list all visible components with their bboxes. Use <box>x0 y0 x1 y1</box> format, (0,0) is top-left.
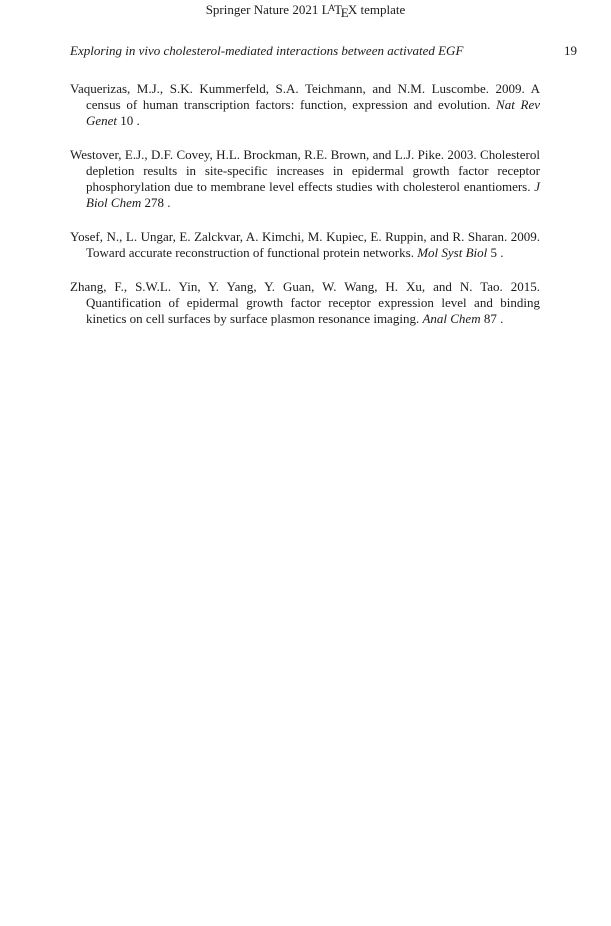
reference-entry <box>70 147 540 211</box>
reference-text: Yosef, N., L. Ungar, E. Zalckvar, A. Kimchi, M. Kupiec, E. Ruppin, and R. Sharan. 2009. Toward accurate reconstruction of functional protein networks. <box>70 229 540 260</box>
reference-text: Vaquerizas, M.J., S.K. Kummerfeld, S.A. Teichmann, and N.M. Luscombe. 2009. A census of human transcription factors: function, expression and evolution. <box>70 81 540 112</box>
reference-volume: 5 . <box>490 245 504 260</box>
header-text-pre: Springer Nature 2021 L <box>205 1 330 17</box>
references-list <box>70 81 540 345</box>
page-number: 19 <box>564 43 577 58</box>
journal-name: Nat Rev Genet <box>86 97 540 128</box>
reference-text: Westover, E.J., D.F. Covey, H.L. Brockman, R.E. Brown, and L.J. Pike. 2003. Cholesterol depletion results in site-specific increases in epidermal growth factor receptor phosphorylation due to membrane level effects studies with cholesterol enantiomers. <box>70 147 540 194</box>
reference-entry <box>70 229 540 261</box>
running-head-title: Exploring in vivo cholesterol-mediated interactions between activated EGF <box>70 43 464 58</box>
reference-entry <box>70 279 540 327</box>
latex-logo-e: E <box>340 4 349 20</box>
reference-volume: 87 . <box>483 311 504 326</box>
header-text-post: X template <box>347 1 406 17</box>
journal-name: J Biol Chem <box>86 179 541 210</box>
reference-text: Zhang, F., S.W.L. Yin, Y. Yang, Y. Guan, W. Wang, H. Xu, and N. Tao. 2015. Quantification of epidermal growth factor receptor expression level and binding kinetics on cell surfaces by surface plasmon resonance imaging. <box>70 279 540 326</box>
running-head <box>70 43 577 59</box>
page-header <box>0 1 611 21</box>
journal-name: Mol Syst Biol <box>417 245 488 260</box>
reference-volume: 278 . <box>144 195 171 210</box>
latex-logo-a: A <box>328 4 335 14</box>
reference-volume: 10 . <box>120 113 140 128</box>
reference-entry <box>70 81 540 129</box>
journal-name: Anal Chem <box>422 311 481 326</box>
latex-logo-t: T <box>334 1 343 17</box>
